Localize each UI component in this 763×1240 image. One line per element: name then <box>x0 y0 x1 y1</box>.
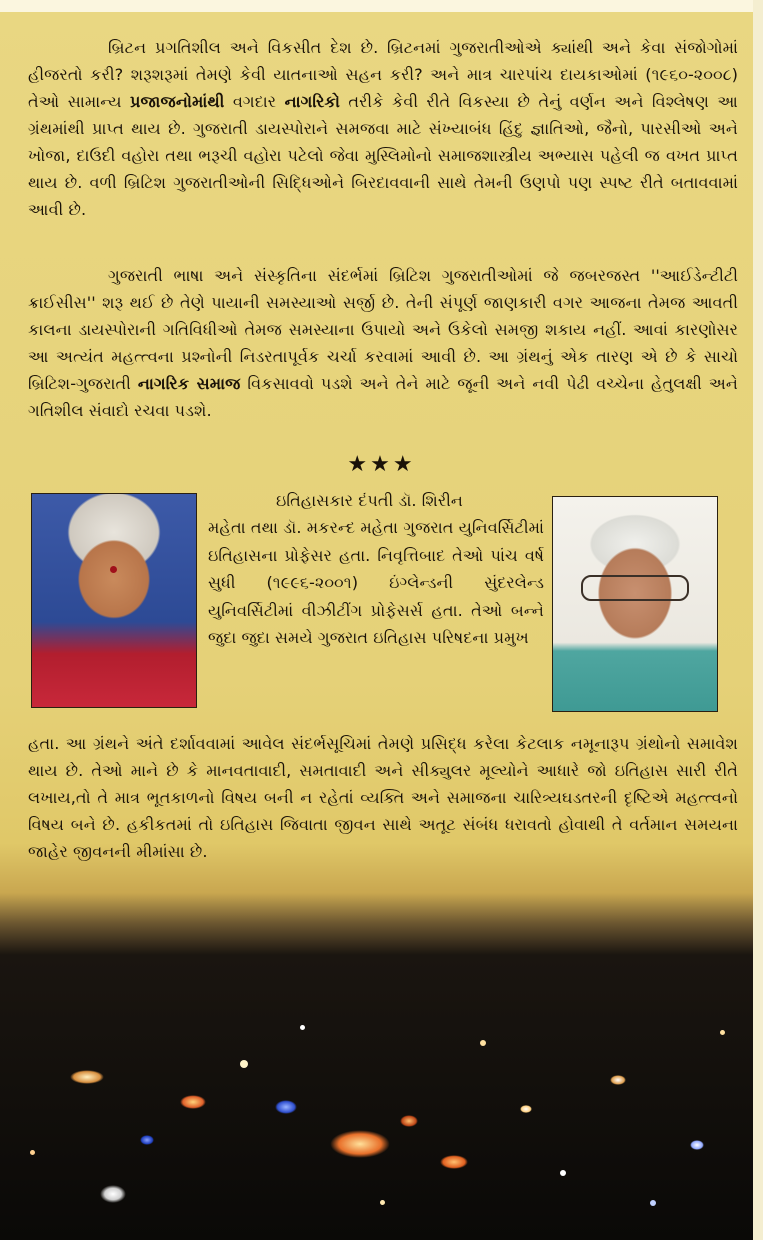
paragraph-1-bold-b: નાગરિકો <box>284 92 340 111</box>
author-photo-makrand-mehta <box>552 496 718 712</box>
paragraph-2-text-a: ગુજરાતી ભાષા અને સંસ્કૃતિના સંદર્ભમાં બ્રિટિશ ગુજરાતીઓમાં જે જબરજસ્ત ''આઈડેન્ટીટી ક્રાઈસીસ'' શરૂ થઈ છે તેણે પાયાની સમસ્યાઓ સર્જી છે. તેની સંપૂર્ણ જાણકારી વગર આજના તેમજ આવતી કાલના ડાયસ્પોરાની ગતિવિધીઓ તેમજ સમસ્યાના ઉપાયો અને ઉકેલો સમજી શકાય નહીં. આવાં કારણોસર આ અત્યંત મહત્ત્વના પ્રશ્નોની નિડરતાપૂર્વક ચર્ચા કરવામાં આવી છે. આ ગ્રંથનું એક તારણ એ છે કે સાચો બ્રિટિશ-ગુજરાતી <box>28 266 738 393</box>
star-point <box>720 1030 725 1035</box>
star-point <box>240 1060 248 1068</box>
star-point <box>560 1170 566 1176</box>
star-cluster <box>275 1100 297 1114</box>
paragraph-1 <box>28 34 738 223</box>
star-cluster <box>70 1070 104 1084</box>
section-separator: ★★★ <box>347 452 416 477</box>
starfield-image <box>0 900 763 1240</box>
bindi-mark <box>110 566 117 573</box>
authors-bio <box>208 487 544 651</box>
star-point <box>380 1200 385 1205</box>
star-point <box>30 1150 35 1155</box>
paragraph-1-bold-a: પ્રજાજનોમાંથી <box>130 92 225 111</box>
star-cluster <box>400 1115 418 1127</box>
paragraph-2-text-b: વિકસાવવો પડશે અને તેને માટે જૂની અને નવી પેઢી વચ્ચેના હેતુલક્ષી અને ગતિશીલ સંવાદો રચવા પડશે. <box>28 374 738 420</box>
star-cluster <box>140 1135 154 1145</box>
star-cluster <box>330 1130 390 1158</box>
paragraph-2-bold: નાગરિક સમાજ <box>137 374 241 393</box>
star-point <box>300 1025 305 1030</box>
eyeglasses <box>581 575 689 601</box>
author-photo-shirin-mehta <box>31 493 197 708</box>
star-point <box>480 1040 486 1046</box>
star-cluster <box>100 1185 126 1203</box>
star-point <box>650 1200 656 1206</box>
top-margin <box>0 0 763 12</box>
authors-bio-rest: મહેતા તથા ડૉ. મકરન્દ મહેતા ગુજરાત યુનિવર્સિટીમાં ઇતિહાસના પ્રોફેસર હતા. નિવૃત્તિબાદ તેઓ પાંચ વર્ષ સુધી (૧૯૯૬-૨૦૦૧) ઇંગ્લેન્ડની સુંદરલેન્ડ યુનિવર્સિટીમાં વીઝીટીંગ પ્રોફેસર્સ હતા. તેઓ બન્ને જુદા જુદા સમયે ગુજરાત ઇતિહાસ પરિષદના પ્રમુખ <box>208 518 544 648</box>
star-cluster <box>610 1075 626 1085</box>
paragraph-1-text-c: તરીકે કેવી રીતે વિકસ્યા છે તેનું વર્ણન અને વિશ્લેષણ આ ગ્રંથમાંથી પ્રાપ્ત થાય છે. ગુજરાતી ડાયસ્પોરાને સમજવા માટે સંખ્યાબંધ હિંદુ જ્ઞાતિઓ, જૈનો, પારસીઓ અને ખોજા, દાઉદી વહોરા તથા ભરૂચી વહોરા પટેલો જેવા મુસ્લિમોનો સમાજશાસ્ત્રીય અભ્યાસ પહેલી જ વખત પ્રાપ્ત થાય છે. વળી બ્રિટિશ ગુજરાતીઓની સિદ્ધિઓને બિરદાવવાની સાથે તેમની ઉણપો પણ સ્પષ્ટ રીતે બતાવવામાં આવી છે. <box>28 92 738 219</box>
star-cluster <box>440 1155 468 1169</box>
paragraph-1-text-b: વગદાર <box>224 92 285 111</box>
authors-bio-first-line: ઇતિહાસકાર દંપતી ડૉ. શિરીન <box>276 491 463 510</box>
paragraph-2 <box>28 262 738 424</box>
star-cluster <box>520 1105 532 1113</box>
paragraph-3: હતા. આ ગ્રંથને અંતે દર્શાવવામાં આવેલ સંદર્ભસૂચિમાં તેમણે પ્રસિદ્ધ કરેલા કેટલાક નમૂનારૂપ ગ્રંથોનો સમાવેશ થાય છે. તેઓ માને છે કે માનવતાવાદી, સમતાવાદી અને સીક્યુલર મૂલ્યોને આધારે જો ઇતિહાસ સારી રીતે લખાય,તો તે માત્ર ભૂતકાળનો વિષય બની ન રહેતાં વ્યક્તિ અને સમાજના ચારિત્ર્યઘડતરની દૃષ્ટિએ મહત્ત્વનો વિષય બને છે. હકીકતમાં તો ઇતિહાસ જિવાતા જીવન સાથે અતૂટ સંબંધ ધરાવતો હોવાથી તે વર્તમાન સમયના જાહેર જીવનની મીમાંસા છે. <box>28 734 738 861</box>
paragraph-1-text-a: બ્રિટન પ્રગતિશીલ અને વિકસીત દેશ છે. બ્રિટનમાં ગુજરાતીઓએ ક્યાંથી અને કેવા સંજોગોમાં હીજરતો કરી? શરૂશરૂમાં તેમણે કેવી યાતનાઓ સહન કરી? અને માત્ર ચારપાંચ દાયકાઓમાં (૧૯૬૦-૨૦૦૮) તેઓ સામાન્ય <box>28 38 738 111</box>
star-cluster <box>180 1095 206 1109</box>
star-cluster <box>690 1140 704 1150</box>
